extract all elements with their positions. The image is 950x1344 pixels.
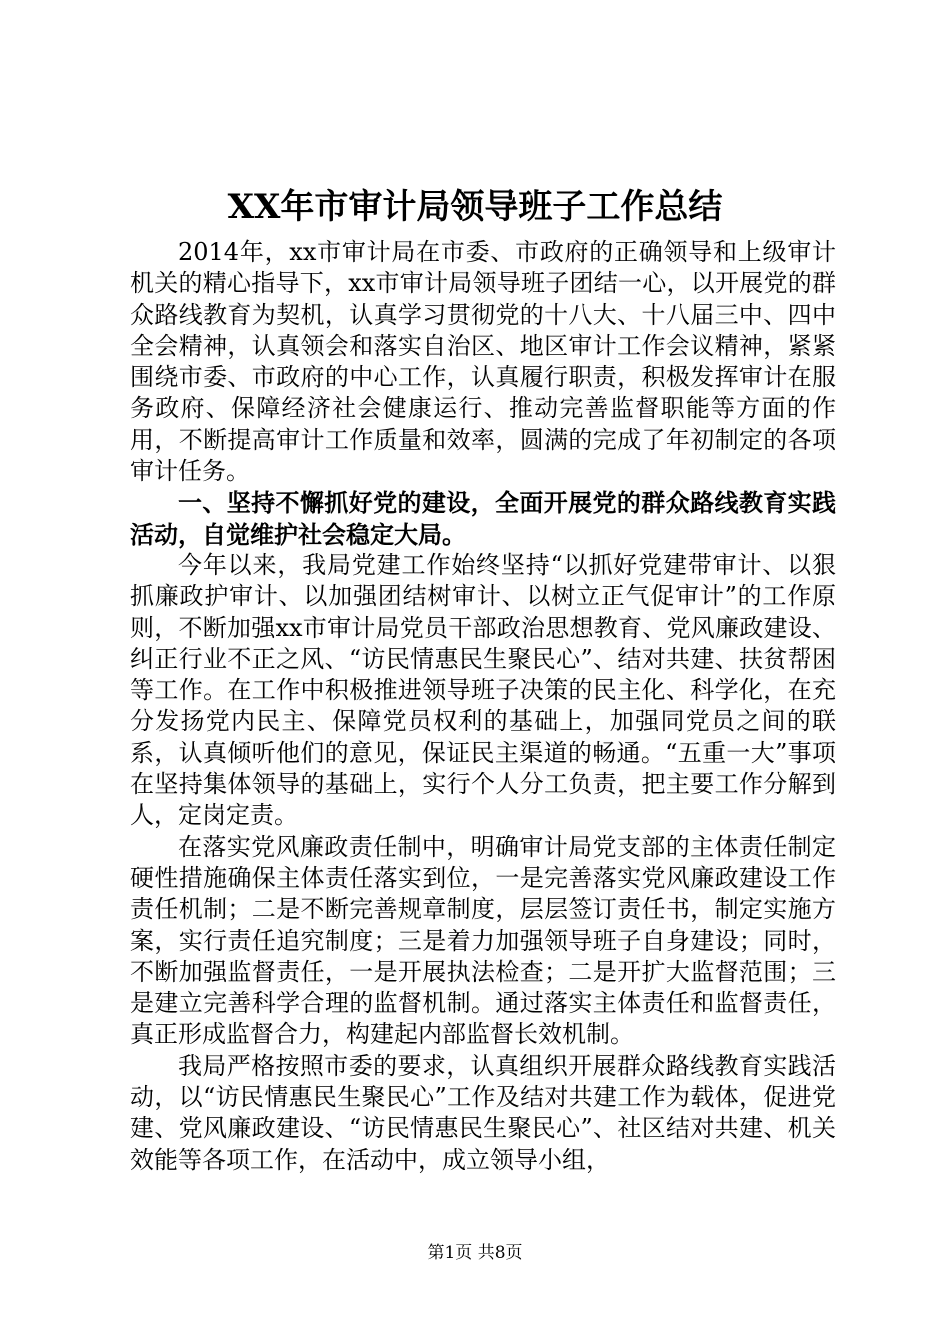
paragraph-intro: 2014年，xx市审计局在市委、市政府的正确领导和上级审计机关的精心指导下，xx市审计局领导班子团结一心，以开展党的群众路线教育为契机，认真学习贯彻党的十八大、十八届三中、四中全会精神，认真领会和落实自治区、地区审计工作会议精神，紧紧围绕市委、市政府的中心工作，认真履行职责，积极发挥审计在服务政府、保障经济社会健康运行、推动完善监督职能等方面的作用，不断提高审计工作质量和效率，圆满的完成了年初制定的各项审计任务。 (130, 238, 836, 486)
section-heading-1: 一、坚持不懈抓好党的建设，全面开展党的群众路线教育实践活动，自觉维护社会稳定大局。 (130, 488, 836, 549)
document-title: XX年市审计局领导班子工作总结 (227, 187, 723, 227)
document-body (130, 237, 836, 1176)
paragraph-mass-line: 我局严格按照市委的要求，认真组织开展群众路线教育实践活动，以“访民情惠民生聚民心”工作及结对共建工作为载体，促进党建、党风廉政建设、“访民情惠民生聚民心”、社区结对共建、机关效能等各项工作，在活动中，成立领导小组， (130, 1051, 836, 1174)
paragraph-party-building: 今年以来，我局党建工作始终坚持“以抓好党建带审计、以狠抓廉政护审计、以加强团结树审计、以树立正气促审计”的工作原则，不断加强xx市审计局党员干部政治思想教育、党风廉政建设、纠正行业不正之风、“访民情惠民生聚民心”、结对共建、扶贫帮困等工作。在工作中积极推进领导班子决策的民主化、科学化，在充分发扬党内民主、保障党员权利的基础上，加强同党员之间的联系，认真倾听他们的意见，保证民主渠道的畅通。“五重一大”事项在坚持集体领导的基础上，实行个人分工负责，把主要工作分解到人，定岗定责。 (130, 550, 836, 830)
paragraph-responsibility: 在落实党风廉政责任制中，明确审计局党支部的主体责任制定硬性措施确保主体责任落实到位，一是完善落实党风廉政建设工作责任机制；二是不断完善规章制度，层层签订责任书，制定实施方案，实行责任追究制度；三是着力加强领导班子自身建设；同时，不断加强监督责任，一是开展执法检查；二是开扩大监督范围；三是建立完善科学合理的监督机制。通过落实主体责任和监督责任，真正形成监督合力，构建起内部监督长效机制。 (130, 832, 836, 1049)
page-footer: 第1页 共8页 (427, 1243, 523, 1263)
